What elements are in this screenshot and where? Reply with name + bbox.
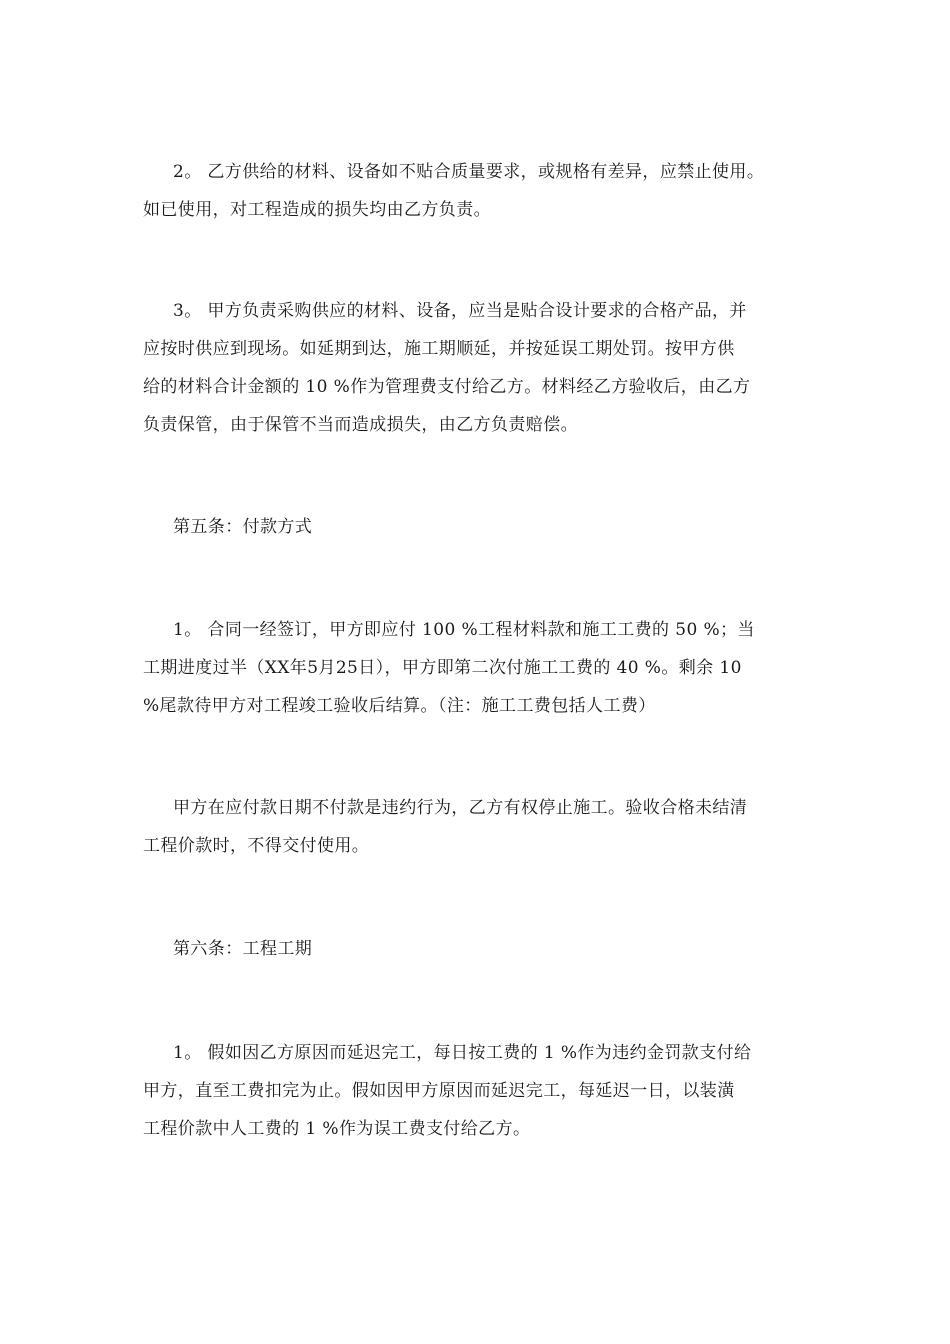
article-6-heading: 第六条：工程工期 <box>173 939 313 959</box>
text-line: 工程价款时，不得交付使用。 <box>143 836 370 856</box>
text-line: 甲方，直至工费扣完为止。假如因甲方原因而延迟完工，每延迟一日，以装潢 <box>143 1081 735 1101</box>
text-line: 如已使用，对工程造成的损失均由乙方负责。 <box>143 200 491 220</box>
text-line: %尾款待甲方对工程竣工验收后结算。（注：施工工费包括人工费） <box>143 696 656 716</box>
article-5-heading: 第五条：付款方式 <box>173 517 313 537</box>
text-line: 3。 甲方负责采购供应的材料、设备，应当是贴合设计要求的合格产品，并 <box>173 301 747 321</box>
text-line: 1。 假如因乙方原因而延迟完工，每日按工费的 1 %作为违约金罚款支付给 <box>173 1043 752 1063</box>
text-line: 负责保管，由于保管不当而造成损失，由乙方负责赔偿。 <box>143 415 578 435</box>
text-line: 应按时供应到现场。如延期到达，施工期顺延，并按延误工期处罚。按甲方供 <box>143 339 735 359</box>
text-line: 1。 合同一经签订，甲方即应付 100 %工程材料款和施工工费的 50 %；当 <box>173 620 755 640</box>
text-line: 工期进度过半（XX年5月25日），甲方即第二次付施工工费的 40 %。剩余 10 <box>143 658 742 678</box>
text-line: 工程价款中人工费的 1 %作为误工费支付给乙方。 <box>143 1119 531 1139</box>
text-line: 2。 乙方供给的材料、设备如不贴合质量要求，或规格有差异，应禁止使用。 <box>173 162 765 182</box>
text-line: 甲方在应付款日期不付款是违约行为，乙方有权停止施工。验收合格未结清 <box>173 798 748 818</box>
text-line: 给的材料合计金额的 10 %作为管理费支付给乙方。材料经乙方验收后，由乙方 <box>143 377 751 397</box>
